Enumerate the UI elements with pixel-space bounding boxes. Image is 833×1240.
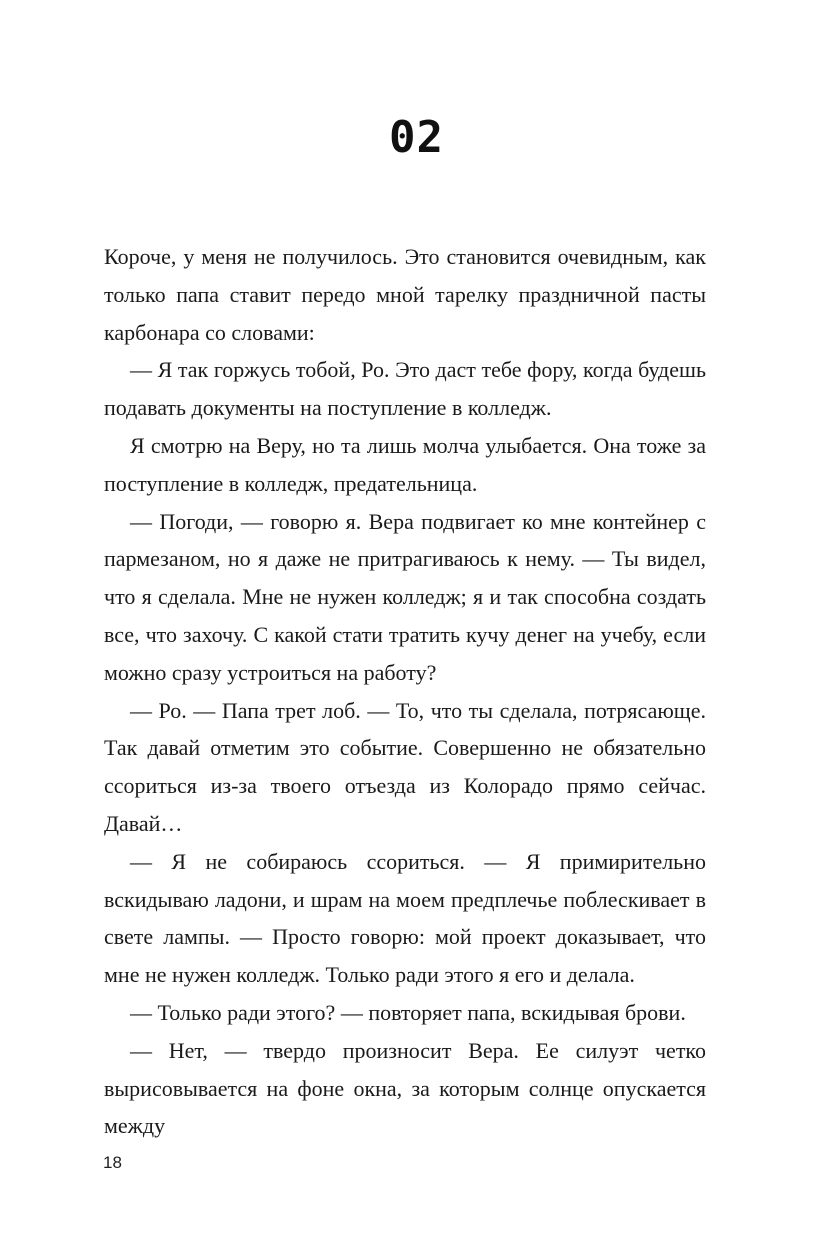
chapter-number: 02	[389, 112, 444, 163]
paragraph-5: — Ро. — Папа трет лоб. — То, что ты сделала, потрясающе. Так давай отметим это событие. Совершенно не обязательно ссориться из-за твоего отъезда из Колорадо прямо сейчас. Давай…	[104, 697, 706, 836]
paragraph-6: — Я не собираюсь ссориться. — Я примирительно вскидываю ладони, и шрам на моем предплечье поблескивает в свете лампы. — Просто говорю: мой проект доказывает, что мне не нужен колледж. Только ради этого я его и делала.	[104, 848, 706, 988]
body-text	[104, 238, 706, 1145]
paragraph-8: — Нет, — твердо произносит Вера. Ее силуэт четко вырисовывается на фоне окна, за которым солнце опускается между	[104, 1037, 706, 1139]
paragraph-7: — Только ради этого? — повторяет папа, вскидывая брови.	[130, 999, 686, 1025]
page-number: 18	[103, 1153, 122, 1172]
paragraph-1: Короче, у меня не получилось. Это становится очевидным, как только папа ставит передо мной тарелку праздничной пасты карбонара со словами:	[104, 244, 706, 345]
paragraph-3: Я смотрю на Веру, но та лишь молча улыбается. Она тоже за поступление в колледж, предательница.	[104, 432, 706, 496]
paragraph-2: — Я так горжусь тобой, Ро. Это даст тебе фору, когда будешь подавать документы на поступление в колледж.	[104, 357, 706, 421]
paragraph-4: — Погоди, — говорю я. Вера подвигает ко мне контейнер с пармезаном, но я даже не притрагиваюсь к нему. — Ты видел, что я сделала. Мне не нужен колледж; я и так способна создать все, что захочу. С какой стати тратить кучу денег на учебу, если можно сразу устроиться на работу?	[104, 508, 706, 685]
